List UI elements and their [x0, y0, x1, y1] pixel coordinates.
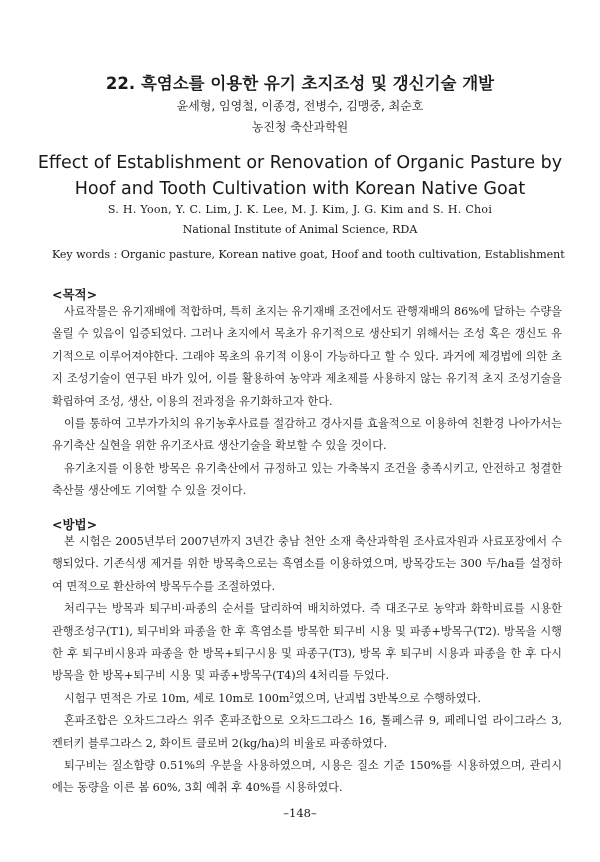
korean-title: 22. 흑염소를 이용한 유기 초지조성 및 갱신기술 개발	[105, 74, 495, 93]
page-number: –148–	[283, 806, 317, 820]
method-section	[52, 531, 562, 800]
paragraph: 이를 통하여 고부가가치의 유기농후사료를 절감하고 경사지를 효율적으로 이용하여 친환경 나아가서는 유기축산 실현을 위한 유기조사료 생산기술을 확보할 수 있을 것이다.	[52, 417, 562, 453]
area-text-end: 였으며, 난괴법 3반복으로 수행하였다.	[293, 691, 481, 705]
area-text: 시험구 면적은 가로 10m, 세로 10m로 100m	[64, 691, 290, 705]
section-heading-purpose: <목적>	[52, 287, 98, 302]
purpose-section	[52, 301, 562, 503]
keywords: Key words : Organic pasture, Korean native goat, Hoof and tooth cultivation, Establishment	[52, 248, 565, 261]
english-title: Effect of Establishment or Renovation of Organic Pasture by Hoof and Tooth Cultivation with Korean Native Goat	[37, 153, 563, 199]
paragraph: 유기초지를 이용한 방목은 유기축산에서 규정하고 있는 가축복지 조건을 충족시키고, 안전하고 청결한 축산물 생산에도 기여할 수 있을 것이다.	[52, 461, 562, 498]
paragraph-plot-area	[52, 688, 562, 710]
paragraph: 처리구는 방목과 퇴구비·파종의 순서를 달리하여 배치하였다. 즉 대조구로 농약과 화학비료를 시용한 관행조성구(T1), 퇴구비와 파종을 한 후 흑염소를 방목한 퇴구비 시용 및 파종+방목구(T2). 방목을 시행한 후 퇴구비시용과 파종을 한 방목+퇴구시용 및 파종구(T3), 방목 후 퇴구비 시용과 파종을 한 후 다시 방목을 한 방목+퇴구비 시용 및 파종+방목구(T4)의 4처리를 두었다.	[52, 602, 562, 683]
english-affiliation: National Institute of Animal Science, RDA	[182, 223, 418, 236]
area-superscript: 2	[289, 691, 294, 700]
english-authors: S. H. Yoon, Y. C. Lim, J. K. Lee, M. J. Kim, J. G. Kim and S. H. Choi	[107, 203, 493, 216]
section-heading-method: <방법>	[52, 517, 98, 532]
korean-authors: 윤세형, 임영철, 이종경, 전병수, 김맹중, 최순호	[176, 99, 424, 113]
korean-affiliation: 농진청 축산과학원	[251, 120, 349, 134]
paragraph: 본 시험은 2005년부터 2007년까지 3년간 충남 천안 소재 축산과학원 조사료자원과 사료포장에서 수행되었다. 기존식생 제거를 위한 방목축으로는 흑염소를 이용하였으며, 방목강도는 300 두/ha를 설정하여 면적으로 환산하여 방목두수를 조절하였다.	[52, 535, 562, 593]
paragraph: 혼파조합은 오차드그라스 위주 혼파조합으로 오차드그라스 16, 톨페스큐 9, 페레니얼 라이그라스 3, 켄터키 블루그라스 2, 화이트 클로버 2(kg/ha)의 비율로 파종하였다.	[52, 714, 562, 750]
paragraph: 퇴구비는 질소함량 0.51%의 우분을 사용하였으며, 시용은 질소 기준 150%를 시용하였으며, 관리시에는 동량을 이른 봄 60%, 3회 예취 후 40%를 시용하였다.	[52, 759, 562, 795]
paragraph: 사료작물은 유기재배에 적합하며, 특히 초지는 유기재배 조건에서도 관행재배의 86%에 달하는 수량을 올릴 수 있음이 입증되었다. 그러나 초지에서 목초가 유기적으로 생산되기 위해서는 조성 혹은 갱신도 유기적으로 이루어져야한다. 그래야 목초의 유기적 이용이 가능하다고 할 수 있다. 과거에 제경법에 의한 초지 조성기술이 연구된 바가 있어, 이를 활용하여 농약과 제초제를 사용하지 않는 유기적 초지 조성기술을 확립하여 조성, 생산, 이용의 전과정을 유기화하고자 한다.	[52, 305, 562, 408]
